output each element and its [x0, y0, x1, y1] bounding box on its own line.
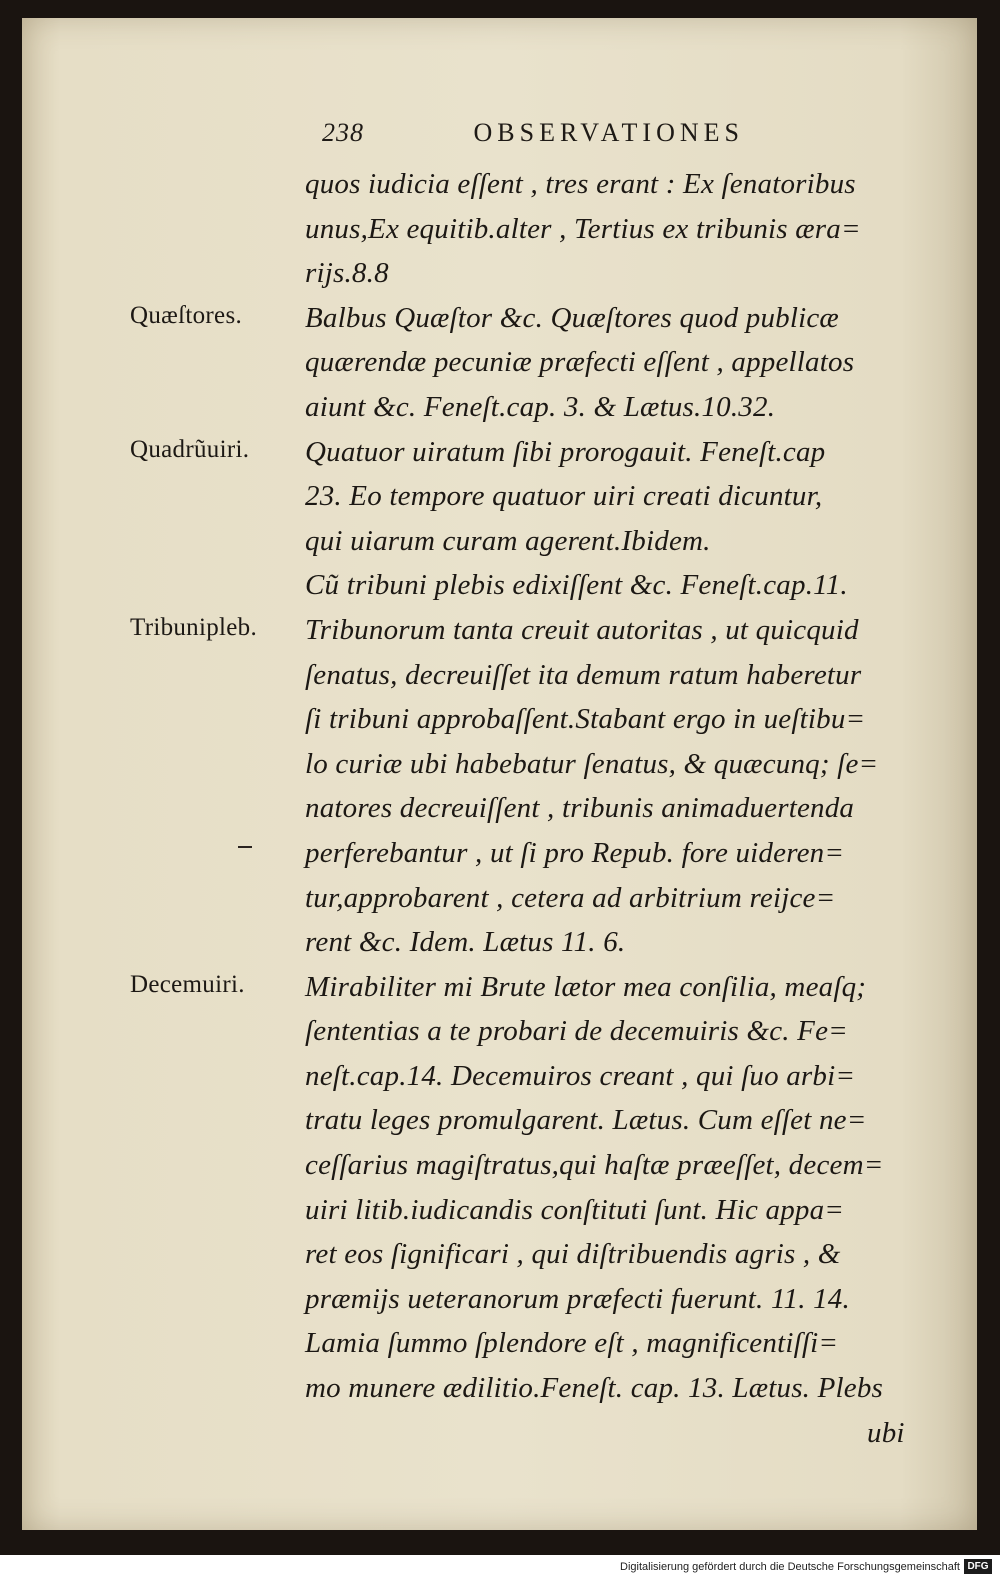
- text-line: [22, 302, 977, 347]
- text-line: [22, 926, 977, 971]
- text-line: [22, 792, 977, 837]
- body-text: tur,approbarent , cetera ad arbitrium reijce=: [305, 881, 836, 914]
- body-text: Lamia ſummo ſplendore eſt , magnificentiſſi=: [305, 1327, 839, 1360]
- body-text: rent &c. Idem. Lætus 11. 6.: [305, 926, 626, 959]
- body-text: ſententias a te probari de decemuiris &c. Fe=: [305, 1015, 848, 1048]
- body-text: tratu leges promulgarent. Lætus. Cum eſſet ne=: [305, 1104, 867, 1137]
- text-line: [22, 1015, 977, 1060]
- body-text: qui uiarum curam agerent.Ibidem.: [305, 524, 711, 557]
- catchword: ubi: [867, 1416, 905, 1449]
- text-line: [22, 480, 977, 525]
- text-line: [22, 748, 977, 793]
- body-text: Balbus Quæſtor &c. Quæſtores quod publicæ: [305, 301, 839, 334]
- body-text: præmijs ueteranorum præfecti fuerunt. 11. 14.: [305, 1282, 850, 1315]
- margin-note-decemuiri: Decemuiri.: [130, 970, 245, 998]
- book-page: [22, 18, 977, 1530]
- text-line: [22, 1238, 977, 1283]
- text-line: [22, 391, 977, 436]
- body-text: 23. Eo tempore quatuor uiri creati dicuntur,: [305, 480, 823, 513]
- text-line: [22, 614, 977, 659]
- footer-credit: Digitalisierung gefördert durch die Deutsche Forschungsgemeinschaft: [620, 1561, 960, 1573]
- text-line: [22, 1194, 977, 1239]
- body-text: natores decreuiſſent , tribunis animaduertenda: [305, 792, 855, 825]
- running-head: [322, 118, 862, 148]
- text-line: [22, 1149, 977, 1194]
- text-line: [22, 837, 977, 882]
- text-block: [22, 168, 977, 1461]
- body-text: ceſſarius magiſtratus,qui haſtæ præeſſet, decem=: [305, 1149, 884, 1182]
- body-text: neſt.cap.14. Decemuiros creant , qui ſuo arbi=: [305, 1059, 856, 1092]
- text-line: [22, 971, 977, 1016]
- page-number: 238: [322, 118, 364, 147]
- text-line: [22, 1372, 977, 1417]
- margin-note-quaestores: Quæſtores.: [130, 301, 243, 329]
- body-text: Mirabiliter mi Brute lætor mea conſilia, meaſq;: [305, 970, 867, 1003]
- body-text: Tribunorum tanta creuit autoritas , ut quicquid: [305, 613, 859, 646]
- body-text: aiunt &c. Feneſt.cap. 3. & Lætus.10.32.: [305, 390, 776, 423]
- text-line: [22, 436, 977, 481]
- dfg-logo: DFG: [964, 1559, 992, 1574]
- text-line: [22, 703, 977, 748]
- body-text: unus,Ex equitib.alter , Tertius ex tribunis æra=: [305, 212, 861, 245]
- text-line: [22, 659, 977, 704]
- body-text: Quatuor uiratum ſibi prorogauit. Feneſt.cap: [305, 435, 826, 468]
- body-text: ret eos ſignificari , qui diſtribuendis agris , &: [305, 1238, 841, 1271]
- body-text: mo munere ædilitio.Feneſt. cap. 13. Lætus. Plebs: [305, 1372, 884, 1405]
- text-line: [22, 525, 977, 570]
- body-text: quos iudicia eſſent , tres erant : Ex ſenatoribus: [305, 168, 856, 200]
- text-line: [22, 257, 977, 302]
- digitization-footer: [0, 1555, 1000, 1585]
- body-text: quærendæ pecuniæ præfecti eſſent , appellatos: [305, 346, 855, 379]
- body-text: perferebantur , ut ſi pro Repub. fore uideren=: [305, 836, 845, 869]
- margin-dash-mark: [238, 846, 252, 848]
- body-text: uiri litib.iudicandis conſtituti ſunt. Hic appa=: [305, 1193, 845, 1226]
- text-line: [22, 1104, 977, 1149]
- text-line: [22, 168, 977, 213]
- text-line: [22, 882, 977, 927]
- body-text: rijs.8.8: [305, 257, 389, 290]
- text-line: [22, 213, 977, 258]
- text-line: [22, 1327, 977, 1372]
- running-title: OBSERVATIONES: [473, 118, 744, 147]
- body-text: Cũ tribuni plebis edixiſſent &c. Feneſt.cap.11.: [305, 569, 848, 602]
- body-text: ſenatus, decreuiſſet ita demum ratum haberetur: [305, 658, 862, 691]
- catchword-line: [22, 1417, 977, 1462]
- text-line: [22, 1283, 977, 1328]
- text-line: [22, 1060, 977, 1105]
- margin-note-tribunipleb: Tribunipleb.: [130, 613, 258, 641]
- margin-note-quadrumuiri: Quadrũuiri.: [130, 435, 250, 463]
- body-text: ſi tribuni approbaſſent.Stabant ergo in ueſtibu=: [305, 703, 866, 736]
- body-text: lo curiæ ubi habebatur ſenatus, & quæcunq; ſe=: [305, 747, 879, 780]
- text-line: [22, 569, 977, 614]
- text-line: [22, 346, 977, 391]
